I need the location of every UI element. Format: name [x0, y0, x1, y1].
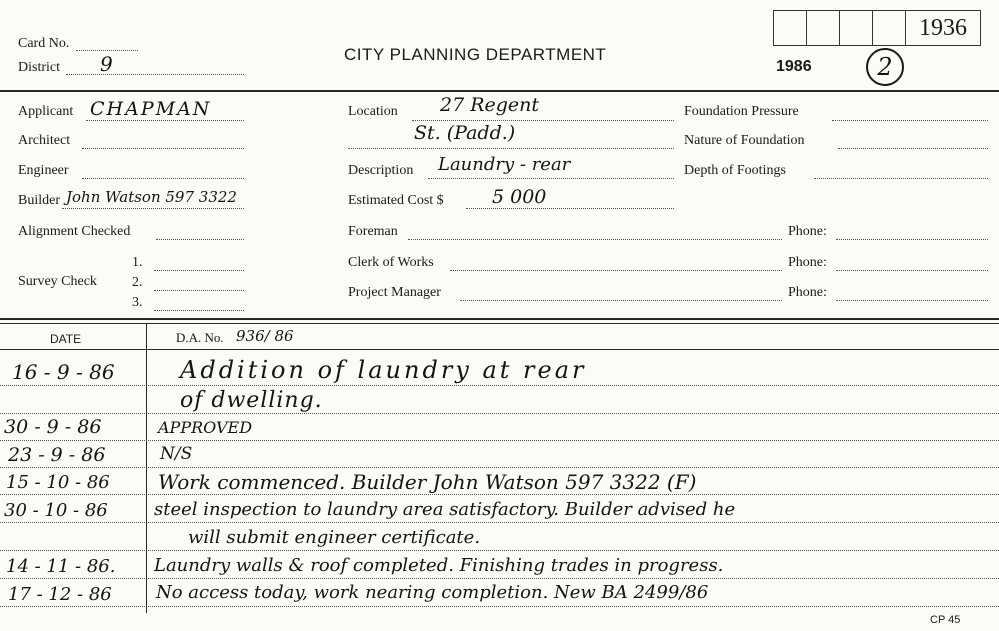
file-number-boxes: [773, 10, 981, 46]
district-value: 9: [100, 52, 113, 76]
location-value-2: St. (Padd.): [414, 122, 516, 144]
da-label: D.A. No.: [176, 330, 224, 345]
card-no-label: Card No.: [18, 36, 70, 51]
log-text: Laundry walls & roof completed. Finishing trades in progress.: [154, 555, 724, 576]
log-date: 17 - 12 - 86: [8, 584, 112, 605]
clerk-label: Clerk of Works: [348, 255, 434, 270]
log-line: [0, 467, 999, 468]
log-date: 14 - 11 - 86.: [6, 556, 116, 577]
description-value: Laundry - rear: [438, 154, 571, 175]
district-line: [66, 74, 244, 75]
log-date: 15 - 10 - 86: [6, 472, 110, 493]
log-date: 30 - 9 - 86: [4, 416, 102, 438]
department-title: CITY PLANNING DEPARTMENT: [344, 45, 607, 64]
location-line-2: [348, 148, 674, 149]
log-line: [0, 440, 999, 441]
log-date: 30 - 10 - 86: [4, 500, 108, 521]
log-text: N/S: [160, 444, 193, 464]
phone-label: Phone:: [788, 224, 827, 239]
survey-3-line: [154, 310, 244, 311]
form-code: CP 45: [930, 614, 961, 626]
applicant-label: Applicant: [18, 104, 74, 119]
cost-line: [466, 208, 674, 209]
phone-line: [836, 270, 988, 271]
survey-2-line: [154, 290, 244, 291]
architect-label: Architect: [18, 133, 71, 148]
header-divider: [0, 90, 999, 92]
depth-label: Depth of Footings: [684, 163, 786, 178]
phone-label: Phone:: [788, 285, 827, 300]
log-text: Work commenced. Builder John Watson 597 3322 (F): [158, 470, 697, 494]
file-number: 1936: [905, 10, 981, 46]
phone-label: Phone:: [788, 255, 827, 270]
log-text: Addition of laundry at rear: [180, 356, 587, 384]
log-text: will submit engineer certificate.: [188, 527, 481, 548]
log-divider-top-2: [0, 323, 999, 324]
description-line: [428, 178, 674, 179]
log-text: steel inspection to laundry area satisfactory. Builder advised he: [154, 499, 736, 520]
cost-value: 5 000: [492, 186, 547, 208]
depth-line: [814, 178, 988, 179]
description-label: Description: [348, 163, 414, 178]
blank-box: [806, 10, 839, 46]
log-text: of dwelling.: [180, 388, 323, 413]
builder-value: John Watson 597 3322: [66, 188, 237, 206]
blank-box: [872, 10, 905, 46]
log-line: [0, 494, 999, 495]
foundation-pressure-line: [832, 120, 988, 121]
card-no-line: [76, 50, 138, 51]
applicant-value: CHAPMAN: [90, 98, 212, 120]
log-date: 16 - 9 - 86: [12, 360, 115, 384]
survey-1-label: 1.: [132, 255, 143, 270]
location-value-1: 27 Regent: [440, 94, 540, 116]
engineer-label: Engineer: [18, 163, 69, 178]
log-text: APPROVED: [158, 418, 253, 437]
clerk-line: [450, 270, 782, 271]
builder-line: [62, 208, 244, 209]
log-header-divider: [0, 349, 999, 350]
log-line: [0, 522, 999, 523]
foreman-line: [408, 239, 782, 240]
blank-box: [773, 10, 806, 46]
architect-line: [82, 148, 244, 149]
builder-label: Builder: [18, 193, 60, 208]
blank-box: [839, 10, 872, 46]
district-label: District: [18, 60, 60, 75]
alignment-line: [156, 239, 244, 240]
foundation-pressure-label: Foundation Pressure: [684, 104, 799, 119]
foreman-label: Foreman: [348, 224, 398, 239]
log-text: No access today, work nearing completion. New BA 2499/86: [156, 582, 709, 603]
phone-line: [836, 239, 988, 240]
survey-3-label: 3.: [132, 295, 143, 310]
survey-2-label: 2.: [132, 275, 143, 290]
log-line: [0, 413, 999, 414]
log-divider-top: [0, 318, 999, 320]
date-column-rule: [146, 323, 147, 613]
project-manager-label: Project Manager: [348, 285, 441, 300]
da-value: 936/ 86: [236, 327, 294, 345]
year: 1986: [776, 58, 812, 75]
cost-label: Estimated Cost $: [348, 193, 444, 208]
engineer-line: [82, 178, 244, 179]
location-line: [412, 120, 674, 121]
nature-line: [838, 148, 988, 149]
log-line: [0, 578, 999, 579]
location-label: Location: [348, 104, 398, 119]
log-line: [0, 385, 999, 386]
log-line: [0, 550, 999, 551]
phone-line: [836, 300, 988, 301]
pm-line: [460, 300, 782, 301]
survey-1-line: [154, 270, 244, 271]
survey-check-label: Survey Check: [18, 274, 97, 289]
log-line: [0, 606, 999, 607]
nature-label: Nature of Foundation: [684, 133, 805, 148]
log-date: 23 - 9 - 86: [8, 444, 106, 466]
alignment-label: Alignment Checked: [18, 224, 131, 239]
date-header: DATE: [50, 332, 82, 346]
applicant-line: [86, 120, 244, 121]
circled-number: 2: [866, 48, 904, 86]
